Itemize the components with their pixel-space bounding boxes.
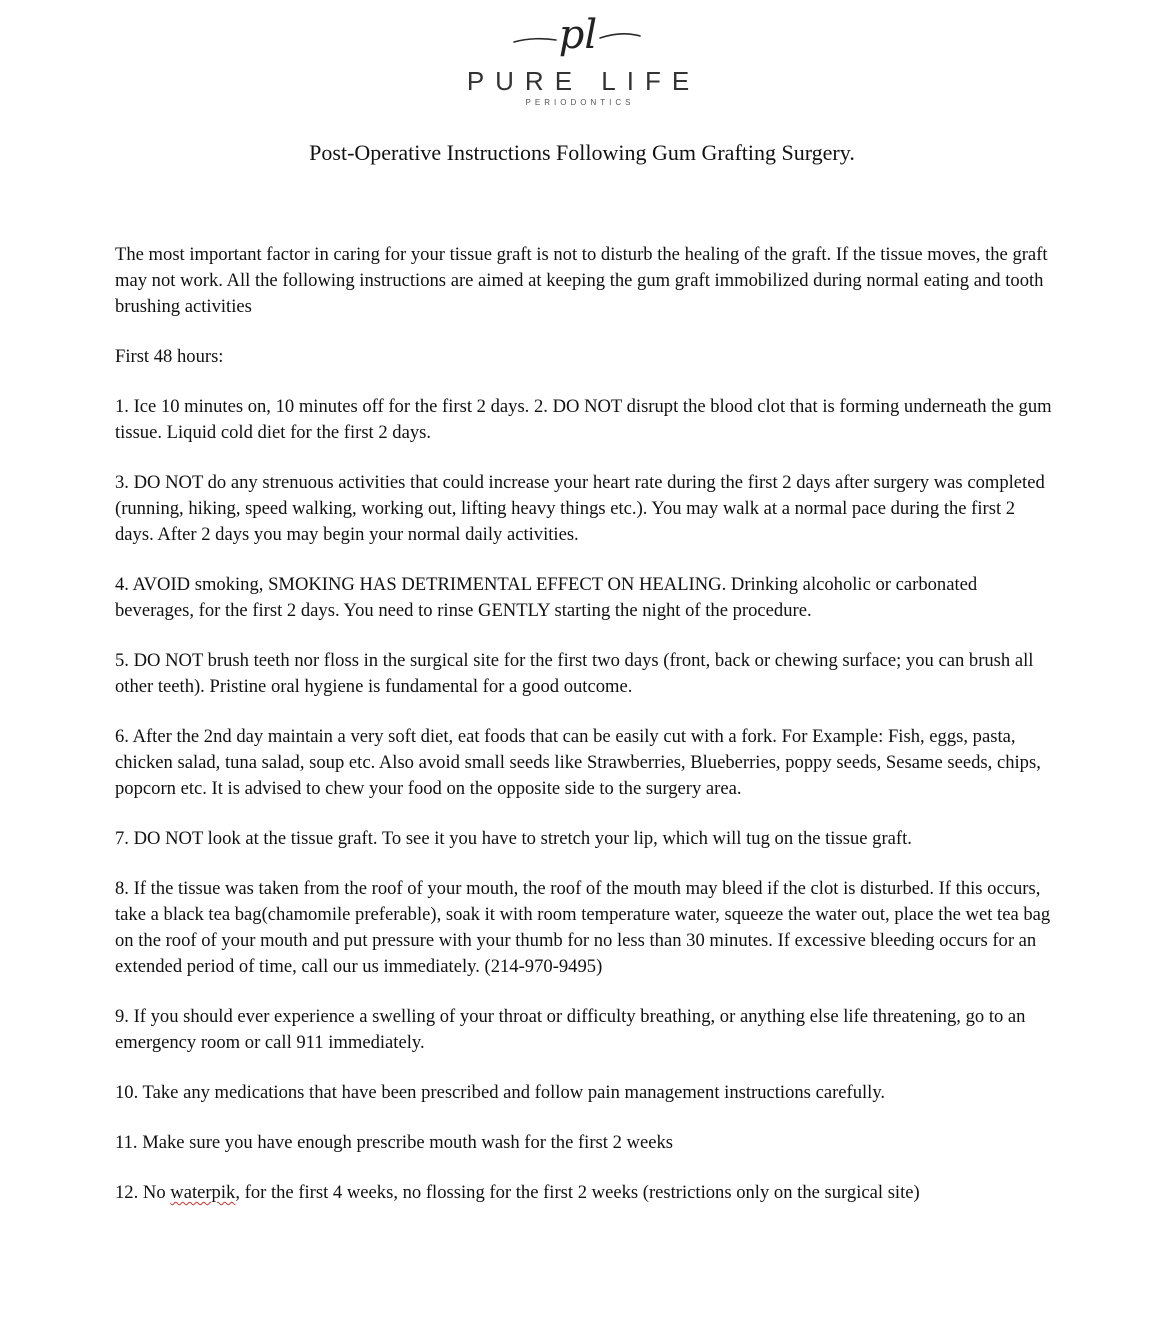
instruction-item: 5. DO NOT brush teeth nor floss in the surgical site for the first two days (front, back or chewing surface; you can brush all other teeth). Pristine oral hygiene is fundamental for a good outcome. — [115, 650, 1034, 697]
pl-monogram-icon — [508, 8, 648, 64]
instruction-item: 4. AVOID smoking, SMOKING HAS DETRIMENTAL EFFECT ON HEALING. Drinking alcoholic or carbonated beverages, for the first 2 days. You need to rinse GENTLY starting the night of the procedure. — [115, 574, 978, 621]
section-heading: First 48 hours: — [115, 346, 224, 367]
instruction-item: 10. Take any medications that have been prescribed and follow pain management instructions carefully. — [115, 1082, 886, 1103]
pure-life-logo — [0, 8, 1156, 108]
intro-paragraph: The most important factor in caring for your tissue graft is not to disturb the healing of the graft. If the tissue moves, the graft may not work. All the following instructions are aimed at keeping the gum graft immobilized during normal eating and tooth brushing activities — [115, 244, 1048, 317]
instruction-item: 9. If you should ever experience a swelling of your throat or difficulty breathing, or anything else life threatening, go to an emergency room or call 911 immediately. — [115, 1006, 1026, 1053]
logo-wordmark: PURE LIFE — [466, 66, 701, 96]
instruction-item-12 — [115, 1180, 1055, 1206]
instruction-item: 11. Make sure you have enough prescribe mouth wash for the first 2 weeks — [115, 1132, 674, 1153]
instruction-item: 3. DO NOT do any strenuous activities that could increase your heart rate during the first 2 days after surgery was completed (running, hiking, speed walking, working out, lifting heavy things etc.). You may walk at a normal pace during the first 2 days. After 2 days you may begin your normal daily activities. — [115, 472, 1045, 545]
logo-monogram-text: pl — [558, 12, 598, 58]
instruction-item: 8. If the tissue was taken from the roof of your mouth, the roof of the mouth may bleed if the clot is disturbed. If this occurs, take a black tea bag(chamomile preferable), soak it with room temperature water, squeeze the water out, place the wet tea bag on the roof of your mouth and put pressure with your thumb for no less than 30 minutes. If excessive bleeding occurs for an extended period of time, call our us immediately. (214-970-9495) — [115, 878, 1051, 977]
instruction-item: 7. DO NOT look at the tissue graft. To see it you have to stretch your lip, which will tug on the tissue graft. — [115, 828, 912, 849]
item12-suffix: , for the first 4 weeks, no flossing for the first 2 weeks (restrictions only on the surgical site) — [235, 1182, 920, 1203]
item12-prefix: 12. No — [115, 1182, 171, 1203]
spellcheck-flagged-word[interactable]: waterpik — [170, 1182, 236, 1203]
document-title: Post-Operative Instructions Following Gum Grafting Surgery. — [309, 140, 855, 165]
instruction-item: 6. After the 2nd day maintain a very soft diet, eat foods that can be easily cut with a fork. For Example: Fish, eggs, pasta, chicken salad, tuna salad, soup etc. Also avoid small seeds like Strawberries, Blueberries, poppy seeds, Sesame seeds, chips, popcorn etc. It is advised to chew your food on the opposite side to the surgery area. — [115, 726, 1041, 799]
instruction-item: 1. Ice 10 minutes on, 10 minutes off for the first 2 days. 2. DO NOT disrupt the blood clot that is forming underneath the gum tissue. Liquid cold diet for the first 2 days. — [115, 396, 1052, 443]
logo-subtitle: PERIODONTICS — [525, 98, 635, 107]
document-body — [115, 242, 1055, 1230]
